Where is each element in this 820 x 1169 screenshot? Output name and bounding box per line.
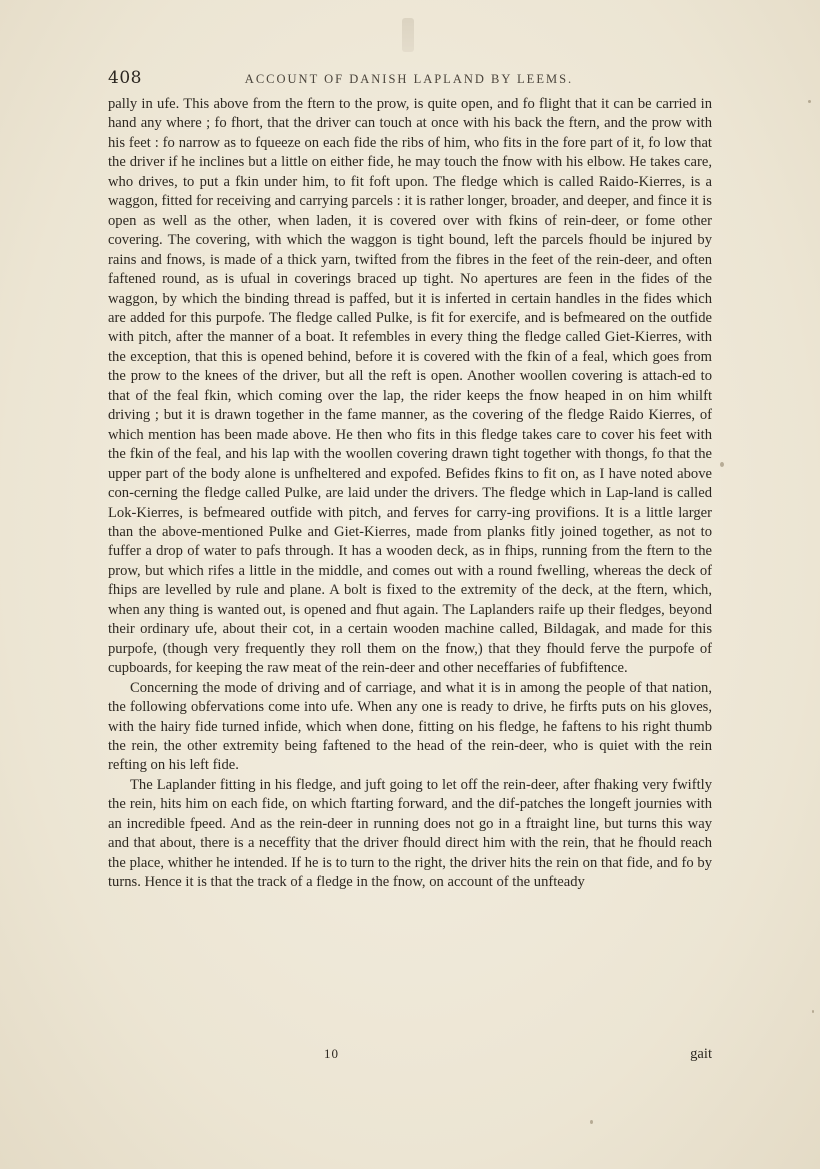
paragraph: Concerning the mode of driving and of carriage, and what it is in among the people of that nation, the following obfervations come into ufe. When any one is ready to drive, he firfts puts on his gloves, with the hairy fide turned infide, which when done, fitting on his fledge, he faftens to his right thumb the rein, the other extremity being faftened to the head of the rein-deer, who is quiet with the rein refting on his left fide. xyxy=(108,679,712,774)
running-head: ACCOUNT OF DANISH LAPLAND BY LEEMS. xyxy=(244,72,574,86)
binding-mark xyxy=(402,18,414,52)
paper-speck xyxy=(590,1120,593,1124)
catchword: gait xyxy=(690,1046,712,1062)
paragraph: The Laplander fitting in his fledge, and juft going to let off the rein-deer, after fhaking very fwiftly the rein, hits him on each fide, on which ftarting forward, and the dif-patches the longeft journies with an incredible fpeed. And as the rein-deer in running does not go in a ftraight line, but turns this way and that about, there is a neceffity that the driver fhould direct him with the rein, that he fhould reach the place, whither he intended. If he is to turn to the right, the driver hits the rein on that fide, and fo by turns. Hence it is that the track of a fledge in the fnow, on account of the unfteady xyxy=(108,776,712,891)
paragraph: pally in ufe. This above from the ftern to the prow, is quite open, and fo flight that it can be carried in hand any where ; fo fhort, that the driver can touch at once with his back the ftern, and the prow with his feet : fo narrow as to fqueeze on each fide the ribs of him, who fits in the fore part of it, fo low that the driver if he inclines but a little on either fide, he may touch the fnow with his elbow. He takes care, who drives, to put a fkin under him, to fit foft upon. The fledge which is called Raido-Kierres, is a waggon, fitted for receiving and carrying parcels : it is rather longer, broader, and deeper, and fince it is open as well as the other, when laden, it is covered over with fkins of rein-deer, or fome other covering. The covering, with which the waggon is tight bound, left the parcels fhould be injured by rains and fnows, is made of a thick yarn, twifted from the fibres in the feet of the rein-deer, and often faftened round, as is ufual in coverings braced up tight. No apertures are feen in the fides of the waggon, by which the binding thread is paffed, but it is inferted in certain handles in the fides which are added for this purpofe. The fledge called Pulke, is fit for exercife, and is befmeared on the outfide with pitch, after the manner of a boat. It refembles in every thing the fledge called Giet-Kierres, with the exception, that this is opened behind, before it is covered with the fkin of a feal, which goes from the prow to the knees of the driver, but all the reft is open. Another woollen covering is attach-ed to that of the feal fkin, which coming over the lap, the rider keeps the fnow heaped in on him whilft driving ; but it is drawn together in the fame manner, as the covering of the fledge Raido Kierres, of which mention has been made above. He then who fits in this fledge takes care to cover his feet with the fkin of the feal, and his lap with the woollen covering drawn tight together with thongs, fo that the upper part of the body alone is unfheltered and expofed. Befides fkins to fit on, as I have noted above con-cerning the fledge called Pulke, are laid under the drivers. The fledge which in Lap-land is called Lok-Kierres, is befmeared outfide with pitch, and ferves for carry-ing provifions. It is a little larger than the above-mentioned Pulke and Giet-Kierres, made from planks fitly joined together, as not to fuffer a drop of water to pafs through. It has a wooden deck, as in fhips, running from the ftern to the prow, but which rifes a little in the middle, and comes out with a round fwelling, whereas the deck of fhips are levelled by rule and plane. A bolt is fixed to the extremity of the deck, at the ftern, which, when any thing is wanted out, is opened and fhut again. The Laplanders raife up their fledges, beyond their ordinary ufe, about their cot, in a certain wooden machine called, Bildagak, and made for this purpofe, (though very frequently they roll them on the fnow,) that they fhould ferve the purpofe of cupboards, for keeping the raw meat of the rein-deer and other neceffaries of fubfiftence. xyxy=(108,96,712,677)
body-text xyxy=(108,95,712,893)
paper-speck xyxy=(812,1010,814,1013)
paper-speck xyxy=(808,100,811,103)
signature-mark: 10 xyxy=(324,1046,339,1061)
page-header xyxy=(108,68,712,88)
page-number: 408 xyxy=(108,68,142,88)
paper-speck xyxy=(720,462,724,467)
page-footer xyxy=(108,1046,712,1068)
